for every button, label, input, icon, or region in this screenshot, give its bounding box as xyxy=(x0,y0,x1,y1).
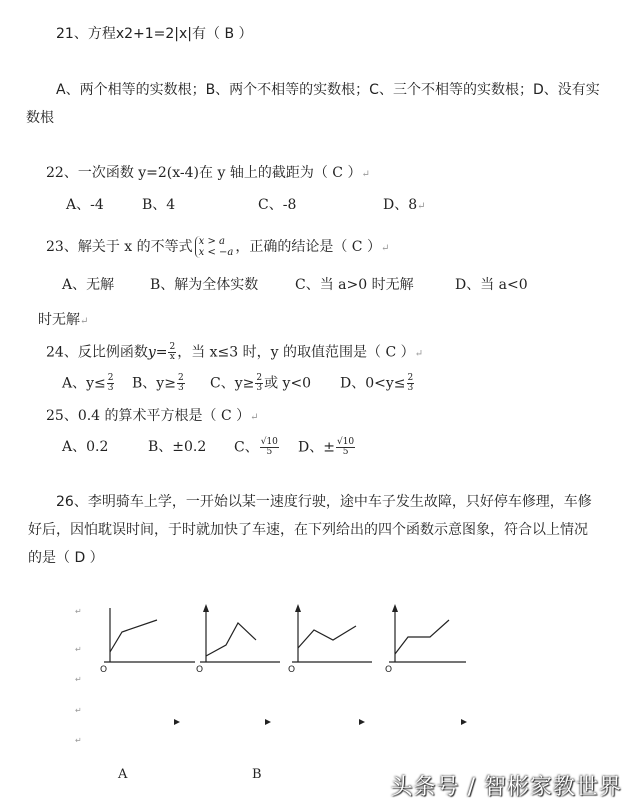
inequality-system: x > a x < −a xyxy=(195,236,234,258)
q22-option-b: B、4 xyxy=(142,197,176,213)
q23-option-d: D、当 a<0 xyxy=(455,277,528,293)
q23-option-b: B、解为全体实数 xyxy=(150,277,259,293)
origin-label: O xyxy=(288,665,296,675)
watermark: 头条号 / 智彬家教世界 xyxy=(390,775,622,800)
q24-option-d: D、0<y≤ $\frac{2}{3}$ xyxy=(340,373,414,393)
q22-option-c: C、-8 xyxy=(258,197,297,213)
paragraph-mark-icon: ↵ xyxy=(75,645,82,654)
q21-stem: 21、方程x2+1=2|x|有（ B ） xyxy=(56,26,253,42)
paragraph-mark-icon: ↵ xyxy=(361,169,370,180)
arrow-marker-icon xyxy=(265,719,271,725)
y-axis-arrow-icon xyxy=(295,604,301,612)
q24-option-b: B、y≥ $\frac{2}{3}$ xyxy=(132,373,184,393)
fraction: $\frac{2}{x}$ xyxy=(169,342,176,362)
q25-option-c: C、 $\frac{√10}{5}$ xyxy=(234,437,278,457)
q23-stem: 23、解关于 x 的不等式 x > a x < −a ，正确的结论是（ C ）↵ xyxy=(46,236,390,258)
graph-label-b: B xyxy=(252,767,262,782)
q25-option-b: B、±0.2 xyxy=(148,439,207,455)
q26-line-2: 好后，因怕耽误时间，于时就加快了车速，在下列给出的四个函数示意图象，符合以上情况 xyxy=(28,522,588,538)
q25-stem: 25、0.4 的算术平方根是（ C ）↵ xyxy=(46,408,259,424)
q23-option-a: A、无解 xyxy=(62,277,115,293)
graph-d xyxy=(389,608,466,662)
y-axis-arrow-icon xyxy=(203,604,209,612)
arrow-marker-icon xyxy=(461,719,467,725)
q21-options-cont: 数根 xyxy=(26,110,54,126)
graph-b xyxy=(200,608,280,662)
graph-label-a: A xyxy=(118,767,128,782)
q24-option-a: A、y≤ $\frac{2}{3}$ xyxy=(62,373,114,393)
q24-stem: 24、反比例函数y= $\frac{2}{x}$ ，当 x≤3 时，y 的取值范围是（ C ）↵ xyxy=(46,342,423,362)
q25-option-d: D、± $\frac{√10}{5}$ xyxy=(298,437,355,457)
paragraph-mark-icon: ↵ xyxy=(75,706,82,715)
paragraph-mark-icon: ↵ xyxy=(75,736,82,745)
origin-label: O xyxy=(196,665,204,675)
paragraph-mark-icon: ↵ xyxy=(414,348,423,360)
graph-a xyxy=(104,608,195,662)
paragraph-mark-icon: ↵ xyxy=(80,316,89,327)
q22-option-a: A、-4 xyxy=(66,197,104,213)
origin-label: O xyxy=(385,665,393,675)
paragraph-mark-icon: ↵ xyxy=(250,412,259,423)
origin-label: O xyxy=(100,665,108,675)
q22-stem: 22、一次函数 y=2(x-4)在 y 轴上的截距为（ C ）↵ xyxy=(46,165,370,181)
q22-option-d: D、8↵ xyxy=(383,197,426,213)
q23-option-c: C、当 a>0 时无解 xyxy=(295,277,414,293)
paragraph-mark-icon: ↵ xyxy=(380,243,390,254)
arrow-marker-icon xyxy=(174,719,180,725)
q24-option-c: C、y≥ $\frac{2}{3}$ 或 y<0 xyxy=(210,373,312,393)
y-axis-arrow-icon xyxy=(392,604,398,612)
q21-options: A、两个相等的实数根；B、两个不相等的实数根；C、三个不相等的实数根；D、没有实 xyxy=(56,82,600,98)
function-graphs xyxy=(0,590,640,790)
paragraph-mark-icon: ↵ xyxy=(417,201,426,212)
q25-option-a: A、0.2 xyxy=(62,439,109,455)
graph-c xyxy=(292,608,372,662)
paragraph-mark-icon: ↵ xyxy=(75,607,82,616)
arrow-marker-icon xyxy=(359,719,365,725)
q26-line-3: 的是（ D ） xyxy=(28,550,104,566)
q23-continuation: 时无解↵ xyxy=(38,312,89,328)
q26-line-1: 26、李明骑车上学，一开始以某一速度行驶，途中车子发生故障，只好停车修理，车修 xyxy=(56,494,592,510)
paragraph-mark-icon: ↵ xyxy=(75,675,82,684)
